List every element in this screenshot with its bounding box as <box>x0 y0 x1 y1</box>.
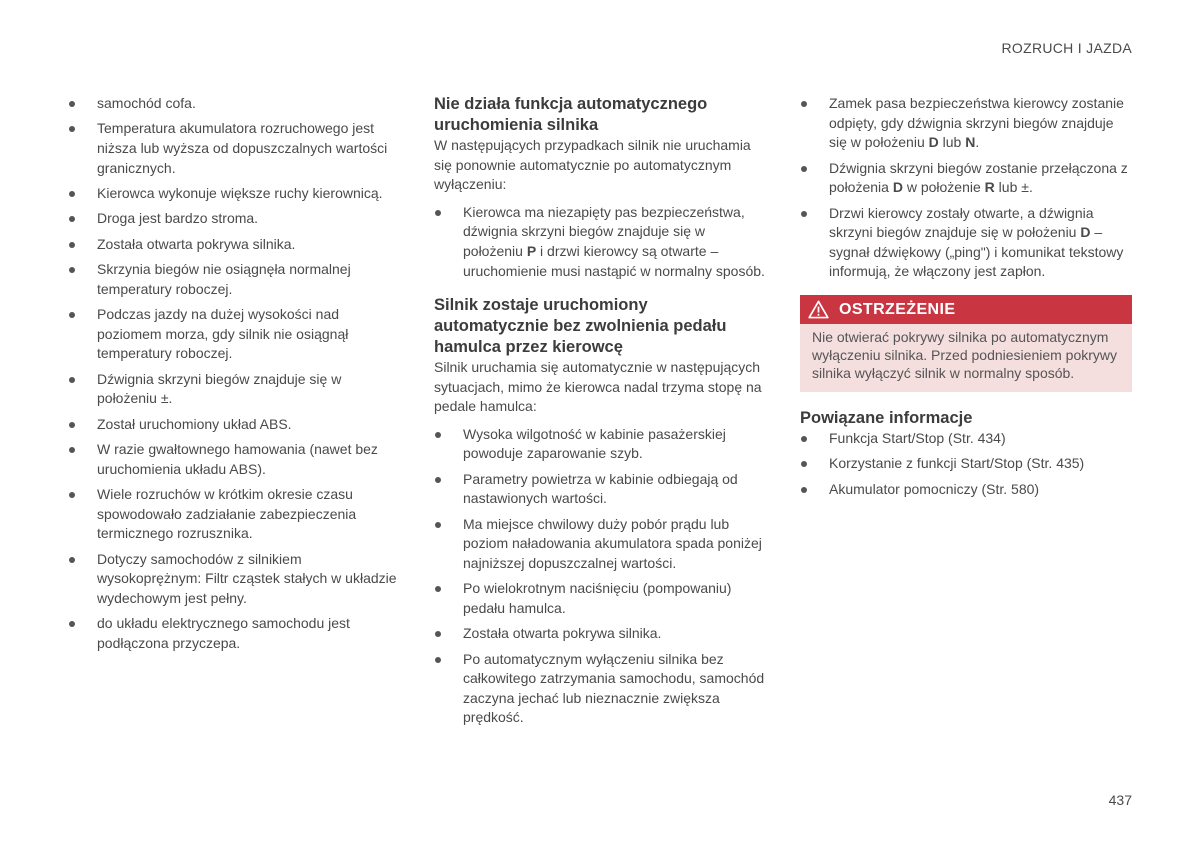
section-title: ROZRUCH I JAZDA <box>1001 40 1132 56</box>
text-part: lub <box>938 134 966 151</box>
section-intro: Silnik uruchamia się automatycznie w następujących sytuacjach, mimo że kierowca nadal trzyma stopę na pedale hamulca: <box>434 358 762 415</box>
related-links <box>800 429 1134 499</box>
no-restart-list <box>434 203 766 281</box>
text-part: Kierowca ma niezapięty pas bezpieczeństwa, dźwignia skrzyni biegów znajduje się w położeniu <box>463 203 745 259</box>
text-part: Dźwignia skrzyni biegów zostanie przełączona z położenia <box>829 159 1128 196</box>
section-intro: W następujących przypadkach silnik nie uruchamia się ponownie automatycznie po automatycznym wyłączeniu: <box>434 137 751 193</box>
list-item <box>800 159 1134 198</box>
list-item: Wiele rozruchów w krótkim okresie czasu spowodowało zadziałanie zabezpieczenia termicznego rozrusznika. <box>68 485 404 544</box>
list-item <box>800 204 1134 282</box>
list-item <box>800 94 1134 153</box>
list-item: Został uruchomiony układ ABS. <box>68 415 404 435</box>
auto-start-list-continued <box>800 94 1134 282</box>
list-item: Skrzynia biegów nie osiągnęła normalnej temperatury roboczej. <box>68 260 404 299</box>
list-item: Została otwarta pokrywa silnika. <box>434 624 766 644</box>
related-info <box>800 408 1134 499</box>
gear-position: D <box>1080 224 1091 241</box>
gear-position: D <box>928 134 939 151</box>
list-item: Dźwignia skrzyni biegów znajduje się w położeniu ±. <box>68 370 404 409</box>
list-item: Ma miejsce chwilowy duży pobór prądu lub poziom naładowania akumulatora spada poniżej najniższej dopuszczalnej wartości. <box>434 515 766 574</box>
list-item: W razie gwałtownego hamowania (nawet bez uruchomienia układu ABS). <box>68 440 404 479</box>
warning-box <box>800 295 1132 392</box>
text-part: Drzwi kierowcy zostały otwarte, a dźwignia skrzyni biegów znajduje się w położeniu <box>829 204 1094 241</box>
text-part: i drzwi kierowcy są otwarte – uruchomienie musi nastąpić w normalny sposób. <box>463 242 765 279</box>
related-link[interactable]: Korzystanie z funkcji Start/Stop (Str. 435) <box>800 454 1134 474</box>
text-part: – sygnał dźwiękowy („ping") i komunikat tekstowy informują, że włączony jest zapłon. <box>829 224 1124 280</box>
section-heading: Silnik zostaje uruchomiony automatycznie bez zwolnienia pedału hamulca przez kierowcę <box>434 295 727 356</box>
list-item: samochód cofa. <box>68 94 404 114</box>
list-item: Dotyczy samochodów z silnikiem wysokoprężnym: Filtr cząstek stałych w układzie wydechowym jest pełny. <box>68 550 404 609</box>
list-item <box>434 203 766 281</box>
list-item: Kierowca wykonuje większe ruchy kierownicą. <box>68 184 404 204</box>
list-item: Parametry powietrza w kabinie odbiegają od nastawionych wartości. <box>434 470 766 509</box>
list-item: Została otwarta pokrywa silnika. <box>68 235 404 255</box>
column-left <box>68 94 404 659</box>
text-part: Zamek pasa bezpieczeństwa kierowcy zostanie odpięty, gdy dźwignia skrzyni biegów znajduje się w położeniu <box>829 95 1124 151</box>
related-link[interactable]: Akumulator pomocniczy (Str. 580) <box>800 480 1134 500</box>
related-heading: Powiązane informacje <box>800 408 973 427</box>
warning-header <box>800 295 1132 324</box>
warning-title: OSTRZEŻENIE <box>839 300 956 318</box>
related-link[interactable]: Funkcja Start/Stop (Str. 434) <box>800 429 1134 449</box>
gear-position: R <box>984 179 995 196</box>
list-item: Droga jest bardzo stroma. <box>68 209 404 229</box>
warning-triangle-icon <box>808 300 829 319</box>
list-item: Temperatura akumulatora rozruchowego jest niższa lub wyższa od dopuszczalnych wartości granicznych. <box>68 119 404 178</box>
text-part: lub ±. <box>994 179 1033 196</box>
conditions-list <box>68 94 404 653</box>
list-item: Po wielokrotnym naciśnięciu (pompowaniu) pedału hamulca. <box>434 579 766 618</box>
gear-position: D <box>892 179 903 196</box>
column-right <box>800 94 1134 505</box>
auto-start-list <box>434 425 766 728</box>
list-item: Podczas jazdy na dużej wysokości nad poziomem morza, gdy silnik nie osiągnął temperatury roboczej. <box>68 305 404 364</box>
gear-position: P <box>526 242 537 259</box>
list-item: Po automatycznym wyłączeniu silnika bez całkowitego zatrzymania samochodu, samochód zaczyna jechać lub nieznacznie zwiększa prędkość. <box>434 650 766 728</box>
gear-position: N <box>965 134 976 151</box>
list-item: Wysoka wilgotność w kabinie pasażerskiej powoduje zaparowanie szyb. <box>434 425 766 464</box>
text-part: w położenie <box>902 179 985 196</box>
page-number: 437 <box>1108 792 1132 808</box>
column-middle <box>434 94 766 734</box>
list-item: do układu elektrycznego samochodu jest podłączona przyczepa. <box>68 614 404 653</box>
warning-text: Nie otwierać pokrywy silnika po automatycznym wyłączeniu silnika. Przed podniesieniem pokrywy silnika wyłączyć silnik w normalny sposób. <box>800 324 1132 392</box>
text-part: . <box>975 134 980 151</box>
section-heading: Nie działa funkcja automatycznego uruchomienia silnika <box>434 95 708 134</box>
